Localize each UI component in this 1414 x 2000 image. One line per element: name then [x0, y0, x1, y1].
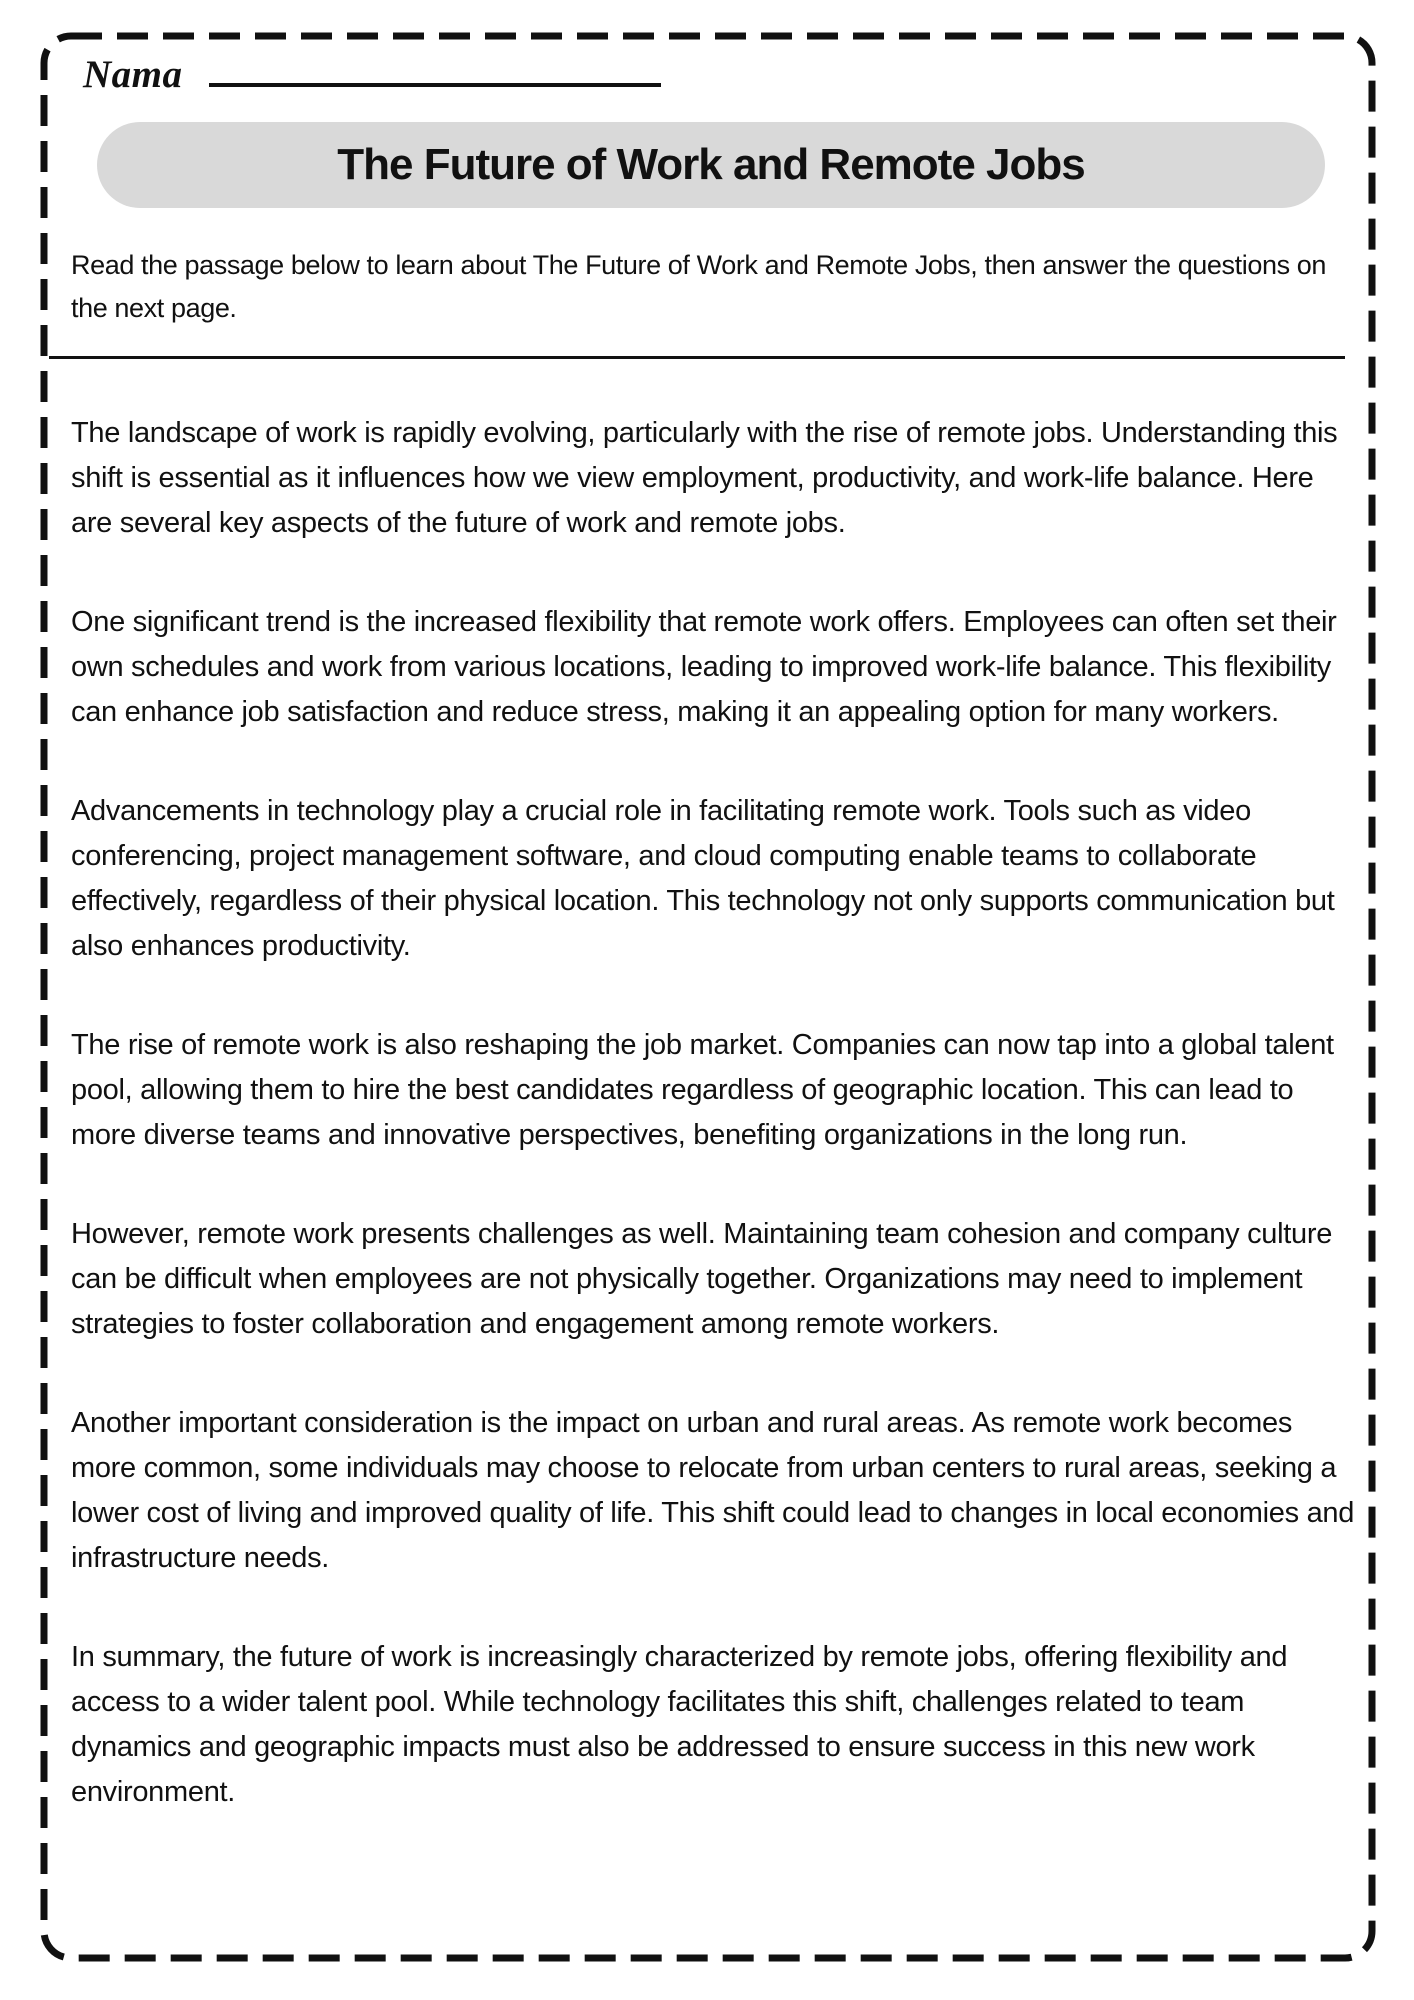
- passage-paragraph: Advancements in technology play a crucial role in facilitating remote work. Tools such as video conferencing, project management software, and cloud computing enable teams to collaborate effectively, regardless of their physical location. This technology not only supports communication but also enhances productivity.: [71, 795, 1335, 962]
- passage-paragraph: In summary, the future of work is increasingly characterized by remote jobs, offering flexibility and access to a wider talent pool. While technology facilitates this shift, challenges related to team dynamics and geographic impacts must also be addressed to ensure success in this new work environment.: [71, 1641, 1288, 1808]
- instruction-text: Read the passage below to learn about The Future of Work and Remote Jobs, then answer the questions on the next page.: [71, 250, 1327, 323]
- passage-paragraph: The landscape of work is rapidly evolving, particularly with the rise of remote jobs. Understanding this shift is essential as it influences how we view employment, productivity, and work-life balance. Here are several key aspects of the future of work and remote jobs.: [71, 417, 1338, 539]
- worksheet-content: [47, 40, 1369, 1958]
- page-title: The Future of Work and Remote Jobs: [337, 140, 1085, 189]
- passage-paragraph: Another important consideration is the impact on urban and rural areas. As remote work becomes more common, some individuals may choose to relocate from urban centers to rural areas, seeking a lower cost of living and improved quality of life. This shift could lead to changes in local economies and infrastructure needs.: [71, 1407, 1355, 1574]
- passage-paragraph: One significant trend is the increased flexibility that remote work offers. Employees can often set their own schedules and work from various locations, leading to improved work-life balance. This flexibility can enhance job satisfaction and reduce stress, making it an appealing option for many workers.: [71, 606, 1337, 728]
- passage-paragraph: The rise of remote work is also reshaping the job market. Companies can now tap into a global talent pool, allowing them to hire the best candidates regardless of geographic location. This can lead to more diverse teams and innovative perspectives, benefiting organizations in the long run.: [71, 1029, 1334, 1151]
- passage-paragraph: However, remote work presents challenges as well. Maintaining team cohesion and company culture can be difficult when employees are not physically together. Organizations may need to implement strategies to foster collaboration and engagement among remote workers.: [71, 1218, 1333, 1340]
- separator-line: [49, 356, 1345, 359]
- name-row: [83, 52, 1355, 108]
- passage: [71, 411, 1355, 1815]
- title-banner: [97, 122, 1325, 208]
- name-fill-in-line[interactable]: [209, 53, 661, 87]
- name-label: Nama: [83, 53, 183, 96]
